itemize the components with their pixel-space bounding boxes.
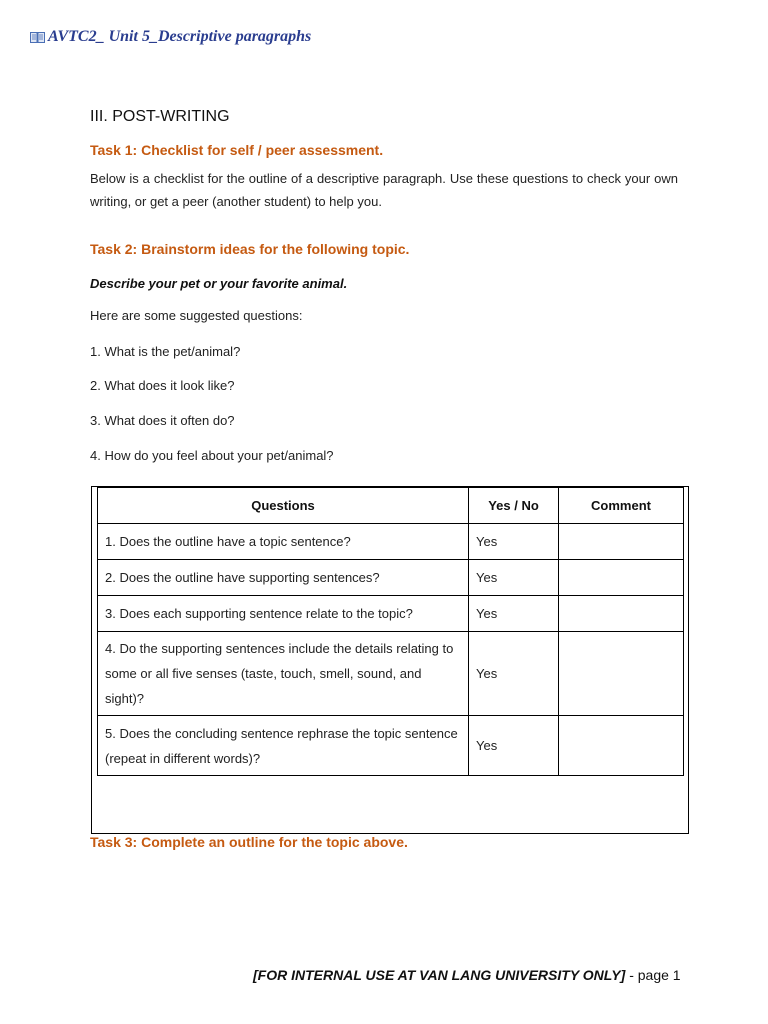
page-number: - page 1 (629, 967, 681, 983)
suggested-question: 1. What is the pet/animal? (90, 344, 241, 359)
answer-cell: Yes (469, 596, 559, 632)
comment-cell (559, 632, 684, 716)
answer-cell: Yes (469, 524, 559, 560)
question-cell: 3. Does each supporting sentence relate to the topic? (98, 596, 469, 632)
task1-title: Task 1: Checklist for self / peer assessment. (90, 142, 384, 158)
question-cell: 5. Does the concluding sentence rephrase the topic sentence (repeat in different words)? (98, 716, 469, 776)
table-row (98, 716, 684, 776)
suggested-question: 3. What does it often do? (90, 413, 235, 428)
task2-topic: Describe your pet or your favorite animal. (90, 276, 348, 291)
document-header (30, 28, 311, 46)
table-row (98, 632, 684, 716)
footer-notice: [FOR INTERNAL USE AT VAN LANG UNIVERSITY ONLY] (253, 967, 626, 983)
column-header-yes-no: Yes / No (469, 488, 559, 524)
comment-cell (559, 716, 684, 776)
table-row (98, 560, 684, 596)
table-row (98, 596, 684, 632)
document-title: AVTC2_ Unit 5_Descriptive paragraphs (48, 28, 312, 45)
comment-cell (559, 524, 684, 560)
answer-cell: Yes (469, 716, 559, 776)
column-header-comment: Comment (559, 488, 684, 524)
task3-title: Task 3: Complete an outline for the topic above. (90, 834, 408, 850)
question-cell: 2. Does the outline have supporting sentences? (98, 560, 469, 596)
suggested-questions-intro: Here are some suggested questions: (90, 308, 303, 323)
checklist-table (97, 487, 684, 776)
suggested-question: 4. How do you feel about your pet/animal? (90, 448, 334, 463)
answer-cell: Yes (469, 560, 559, 596)
question-cell: 1. Does the outline have a topic sentence? (98, 524, 469, 560)
task2-title: Task 2: Brainstorm ideas for the following topic. (90, 241, 410, 257)
column-header-questions: Questions (98, 488, 469, 524)
table-row (98, 524, 684, 560)
comment-cell (559, 560, 684, 596)
comment-cell (559, 596, 684, 632)
suggested-question: 2. What does it look like? (90, 378, 235, 393)
page-footer (253, 967, 681, 983)
book-icon (30, 31, 45, 44)
table-header-row (98, 488, 684, 524)
task1-text: Below is a checklist for the outline of a descriptive paragraph. Use these questions to check your own writing, or get a peer (another student) to help you. (90, 171, 678, 209)
answer-cell: Yes (469, 632, 559, 716)
section-heading: III. POST-WRITING (90, 108, 230, 125)
question-cell: 4. Do the supporting sentences include the details relating to some or all five senses (taste, touch, smell, sound, and sight)? (98, 632, 469, 716)
